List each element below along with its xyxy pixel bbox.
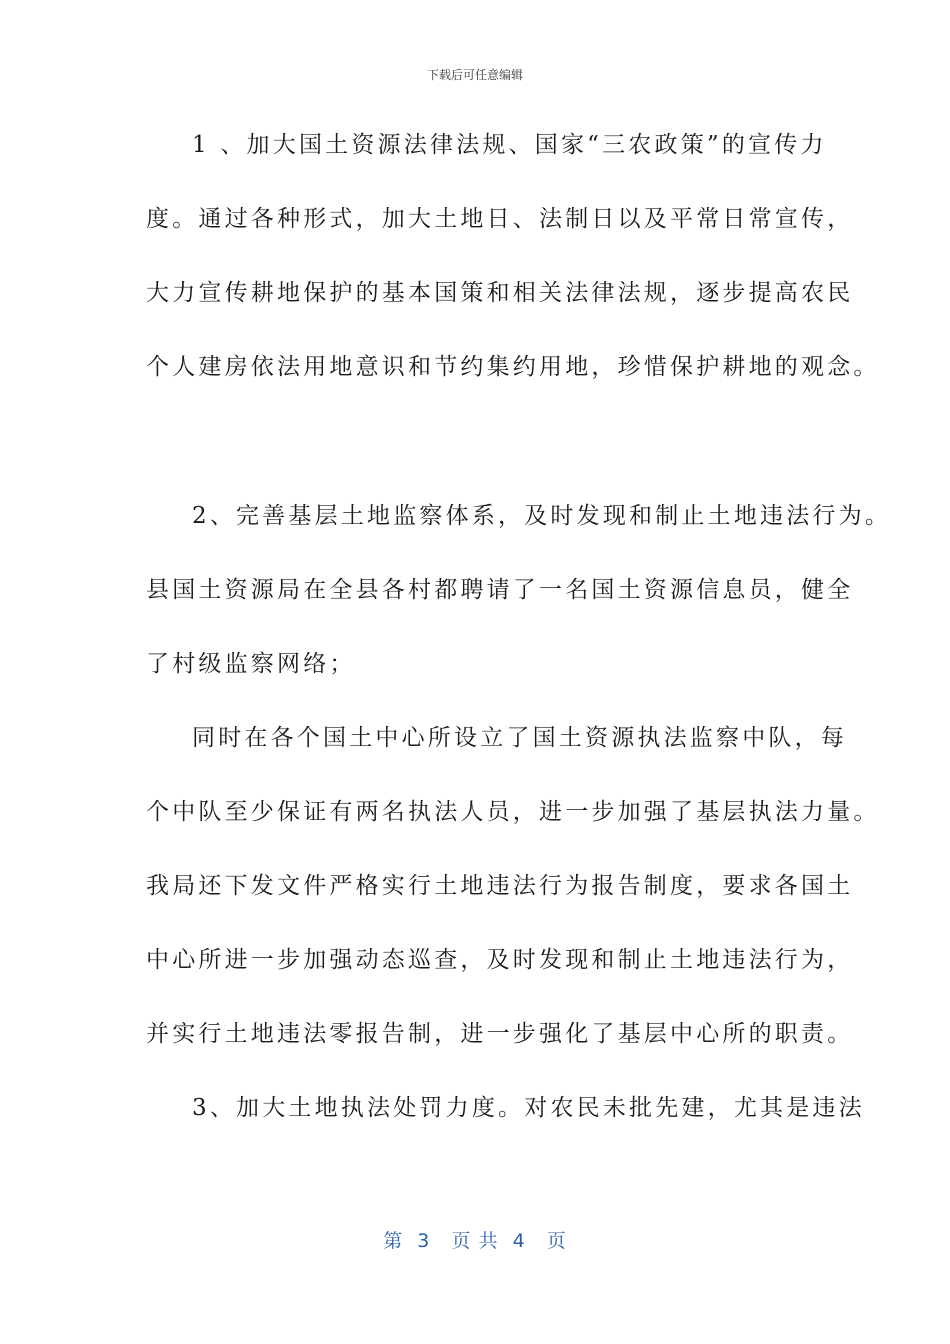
paragraph-line: 3、加大土地执法处罚力度。对农民未批先建，尤其是违法 (192, 1095, 865, 1121)
paragraph-line: 县国土资源局在全县各村都聘请了一名国土资源信息员，健全 (146, 577, 854, 603)
paragraph-line: 大力宣传耕地保护的基本国策和相关法律法规，逐步提高农民 (146, 280, 854, 306)
paragraph-line: 个人建房依法用地意识和节约集约用地，珍惜保护耕地的观念。 (146, 354, 880, 380)
paragraph-line: 2、完善基层土地监察体系，及时发现和制止土地违法行为。 (192, 503, 892, 529)
paragraph-line: 度。通过各种形式，加大土地日、法制日以及平常日常宣传， (146, 206, 854, 232)
paragraph-line: 同时在各个国土中心所设立了国土资源执法监察中队，每 (192, 725, 847, 751)
paragraph-line: 个中队至少保证有两名执法人员，进一步加强了基层执法力量。 (146, 799, 880, 825)
paragraph-line: 中心所进一步加强动态巡查，及时发现和制止土地违法行为， (146, 947, 854, 973)
paragraph-line: 我局还下发文件严格实行土地违法行为报告制度，要求各国土 (146, 873, 854, 899)
paragraph-line: 1 、加大国土资源法律法规、国家“三农政策”的宣传力 (192, 132, 827, 158)
paragraph-line: 了村级监察网络； (146, 651, 356, 677)
page-number-footer: 第 3 页 共 4 页 (383, 1230, 567, 1252)
paragraph-line: 并实行土地违法零报告制，进一步强化了基层中心所的职责。 (146, 1021, 854, 1047)
page-header: 下载后可任意编辑 (426, 68, 523, 82)
